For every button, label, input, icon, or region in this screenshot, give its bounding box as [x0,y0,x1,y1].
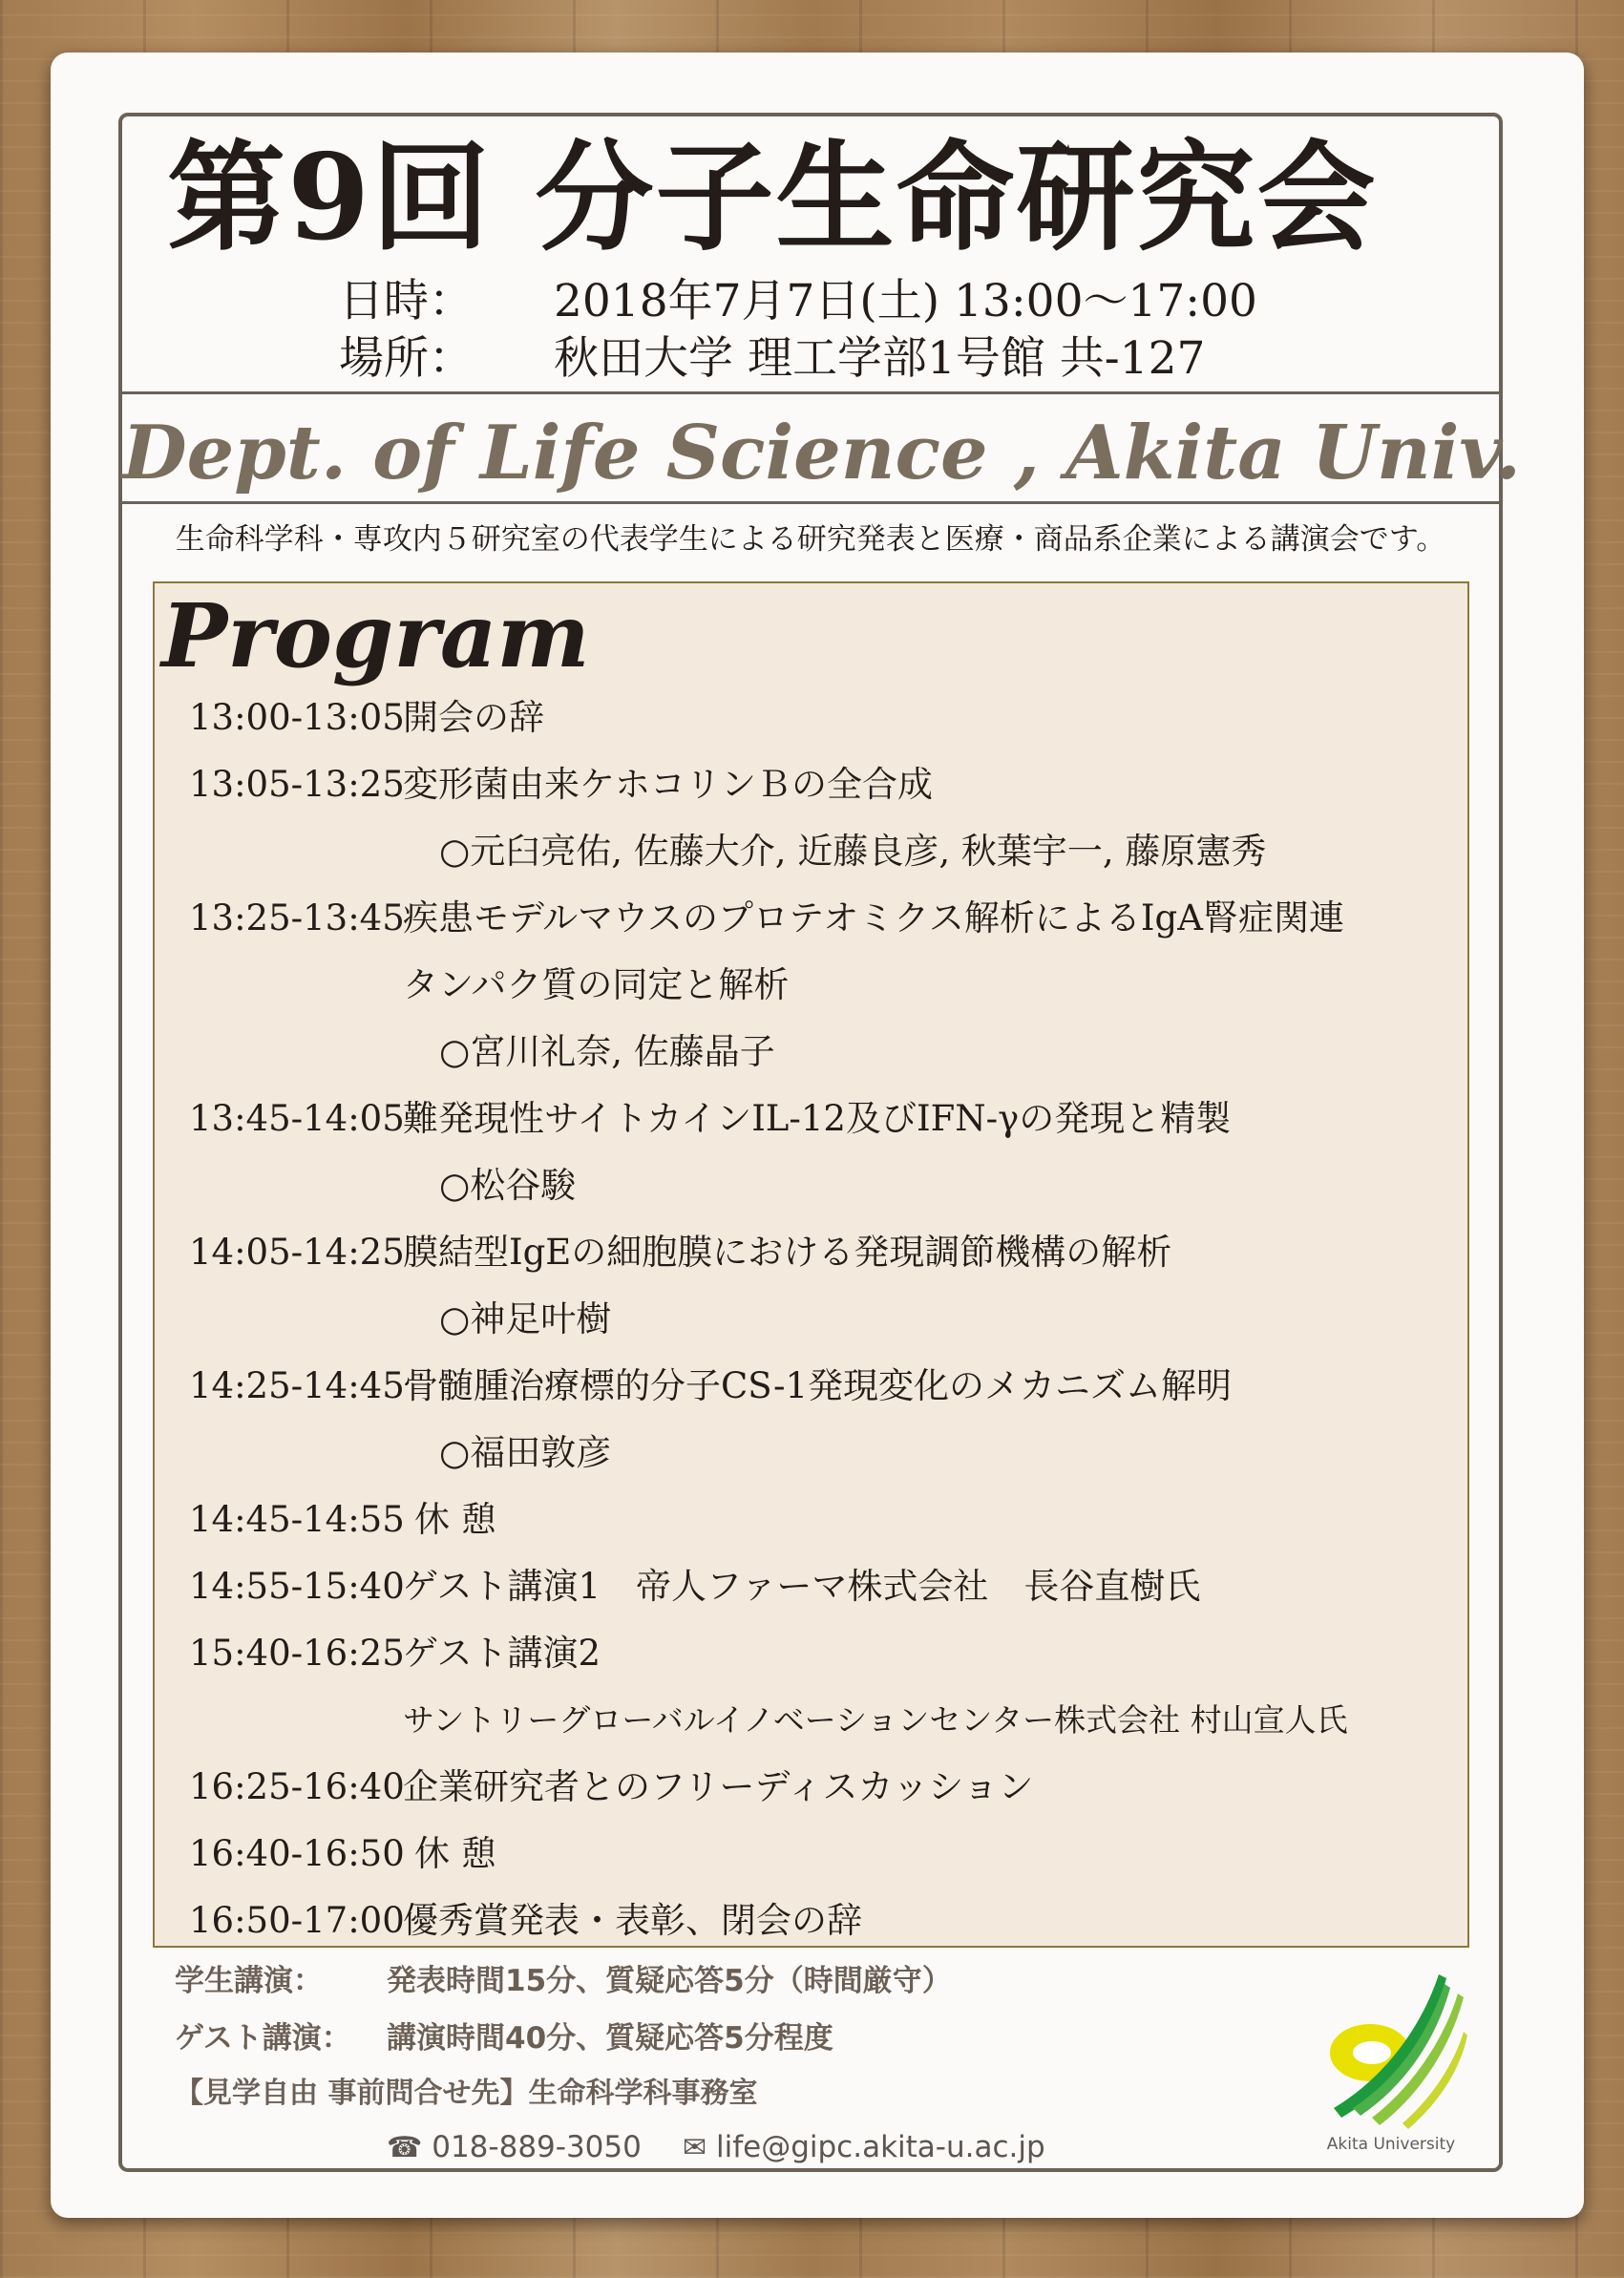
email-address[interactable]: life@gipc.akita-u.ac.jp [716,2130,1045,2164]
program-row [155,1553,1467,1620]
program-presenters: ○宮川礼奈, 佐藤晶子 [439,1031,775,1072]
program-text: 優秀賞発表・表彰、閉会の辞 [403,1900,862,1941]
program-row [155,685,1467,751]
page-title: 第9回 分子生命研究会 [167,129,1378,267]
program-text: 疾患モデルマウスのプロテオミクス解析によるIgA腎症関連 [403,897,1344,939]
date-value: 2018年7月7日(土) 13:00～17:00 [554,275,1257,327]
student-talk-value: 発表時間15分、質疑応答5分（時間厳守） [387,1964,952,1998]
place-label: 場所： [339,332,474,385]
program-row [155,1888,1467,1954]
program-time: 16:25-16:40 [189,1766,405,1807]
program-time: 14:55-15:40 [189,1566,405,1607]
program-text: ゲスト講演1 帝人ファーマ株式会社 長谷直樹氏 [403,1566,1201,1607]
program-text: 開会の辞 [403,697,544,738]
program-text: 難発現性サイトカインIL-12及びIFN-γの発現と精製 [403,1098,1232,1139]
program-row [155,818,1467,885]
program-time: 16:50-17:00 [189,1900,405,1941]
program-box [153,581,1469,1948]
program-text: 休 憩 [414,1833,496,1874]
phone-contact [387,2122,642,2173]
logo-text: Akita University [1326,2135,1456,2154]
program-row [155,885,1467,952]
program-time: 14:05-14:25 [189,1232,405,1273]
intro-text: 生命科学科・専攻内５研究室の代表学生による研究発表と医療・商品系企業による講演会です。 [175,522,1446,557]
program-time: 13:00-13:05 [189,697,405,738]
program-row [155,1086,1467,1152]
program-row [155,952,1467,1019]
student-talk-label: 学生講演： [175,1964,323,1998]
program-text: サントリーグローバルイノベーションセンター株式会社 村山宣人氏 [403,1701,1348,1739]
program-row [155,1487,1467,1553]
program-row [155,1687,1467,1754]
program-row [155,1620,1467,1687]
akita-university-logo-icon [1315,1965,1467,2137]
program-time: 14:45-14:55 [189,1499,405,1540]
program-time: 13:45-14:05 [189,1098,405,1139]
program-time: 14:25-14:45 [189,1365,405,1406]
divider-bottom [122,501,1499,504]
program-text: ゲスト講演2 [403,1633,601,1674]
program-title: Program [161,584,590,687]
program-row [155,1019,1467,1086]
program-row [155,1754,1467,1821]
program-text: 企業研究者とのフリーディスカッション [403,1766,1034,1807]
program-text: 変形菌由来ケホコリンＢの全合成 [403,764,933,805]
program-presenters: ○元臼亮佑, 佐藤大介, 近藤良彦, 秋葉宇一, 藤原憲秀 [439,831,1267,872]
program-text: 膜結型IgEの細胞膜における発現調節機構の解析 [403,1232,1172,1273]
department-banner: Dept. of Life Science , Akita Univ. [122,410,1521,496]
phone-number[interactable]: 018-889-3050 [432,2130,642,2164]
program-text: 休 憩 [414,1499,496,1540]
program-time: 16:40-16:50 [189,1833,405,1874]
program-text: タンパク質の同定と解析 [403,964,790,1005]
date-label: 日時： [339,275,474,327]
program-row [155,1152,1467,1219]
program-presenters: ○松谷駿 [439,1165,577,1206]
guest-talk-value: 講演時間40分、質疑応答5分程度 [387,2021,833,2056]
program-presenters: ○神足叶樹 [439,1298,612,1339]
akita-university-logo [1315,1965,1467,2165]
divider-top [122,391,1499,394]
email-contact [683,2122,1045,2173]
program-presenters: ○福田敦彦 [439,1432,612,1473]
program-row [155,1286,1467,1353]
program-row [155,1353,1467,1420]
program-time: 13:25-13:45 [189,897,405,939]
guest-talk-label: ゲスト講演： [175,2021,351,2056]
program-row [155,1219,1467,1286]
phone-icon: ☎ [387,2131,423,2164]
program-text: 骨髄腫治療標的分子CS-1発現変化のメカニズム解明 [403,1365,1233,1406]
contact-header: 【見学自由 事前問合せ先】生命科学科事務室 [175,2077,758,2110]
program-row [155,751,1467,818]
program-time: 13:05-13:25 [189,764,405,805]
mail-icon: ✉ [683,2131,707,2164]
place-value: 秋田大学 理工学部1号館 共-127 [554,332,1206,385]
program-row [155,1420,1467,1487]
program-row [155,1821,1467,1888]
program-time: 15:40-16:25 [189,1633,405,1674]
